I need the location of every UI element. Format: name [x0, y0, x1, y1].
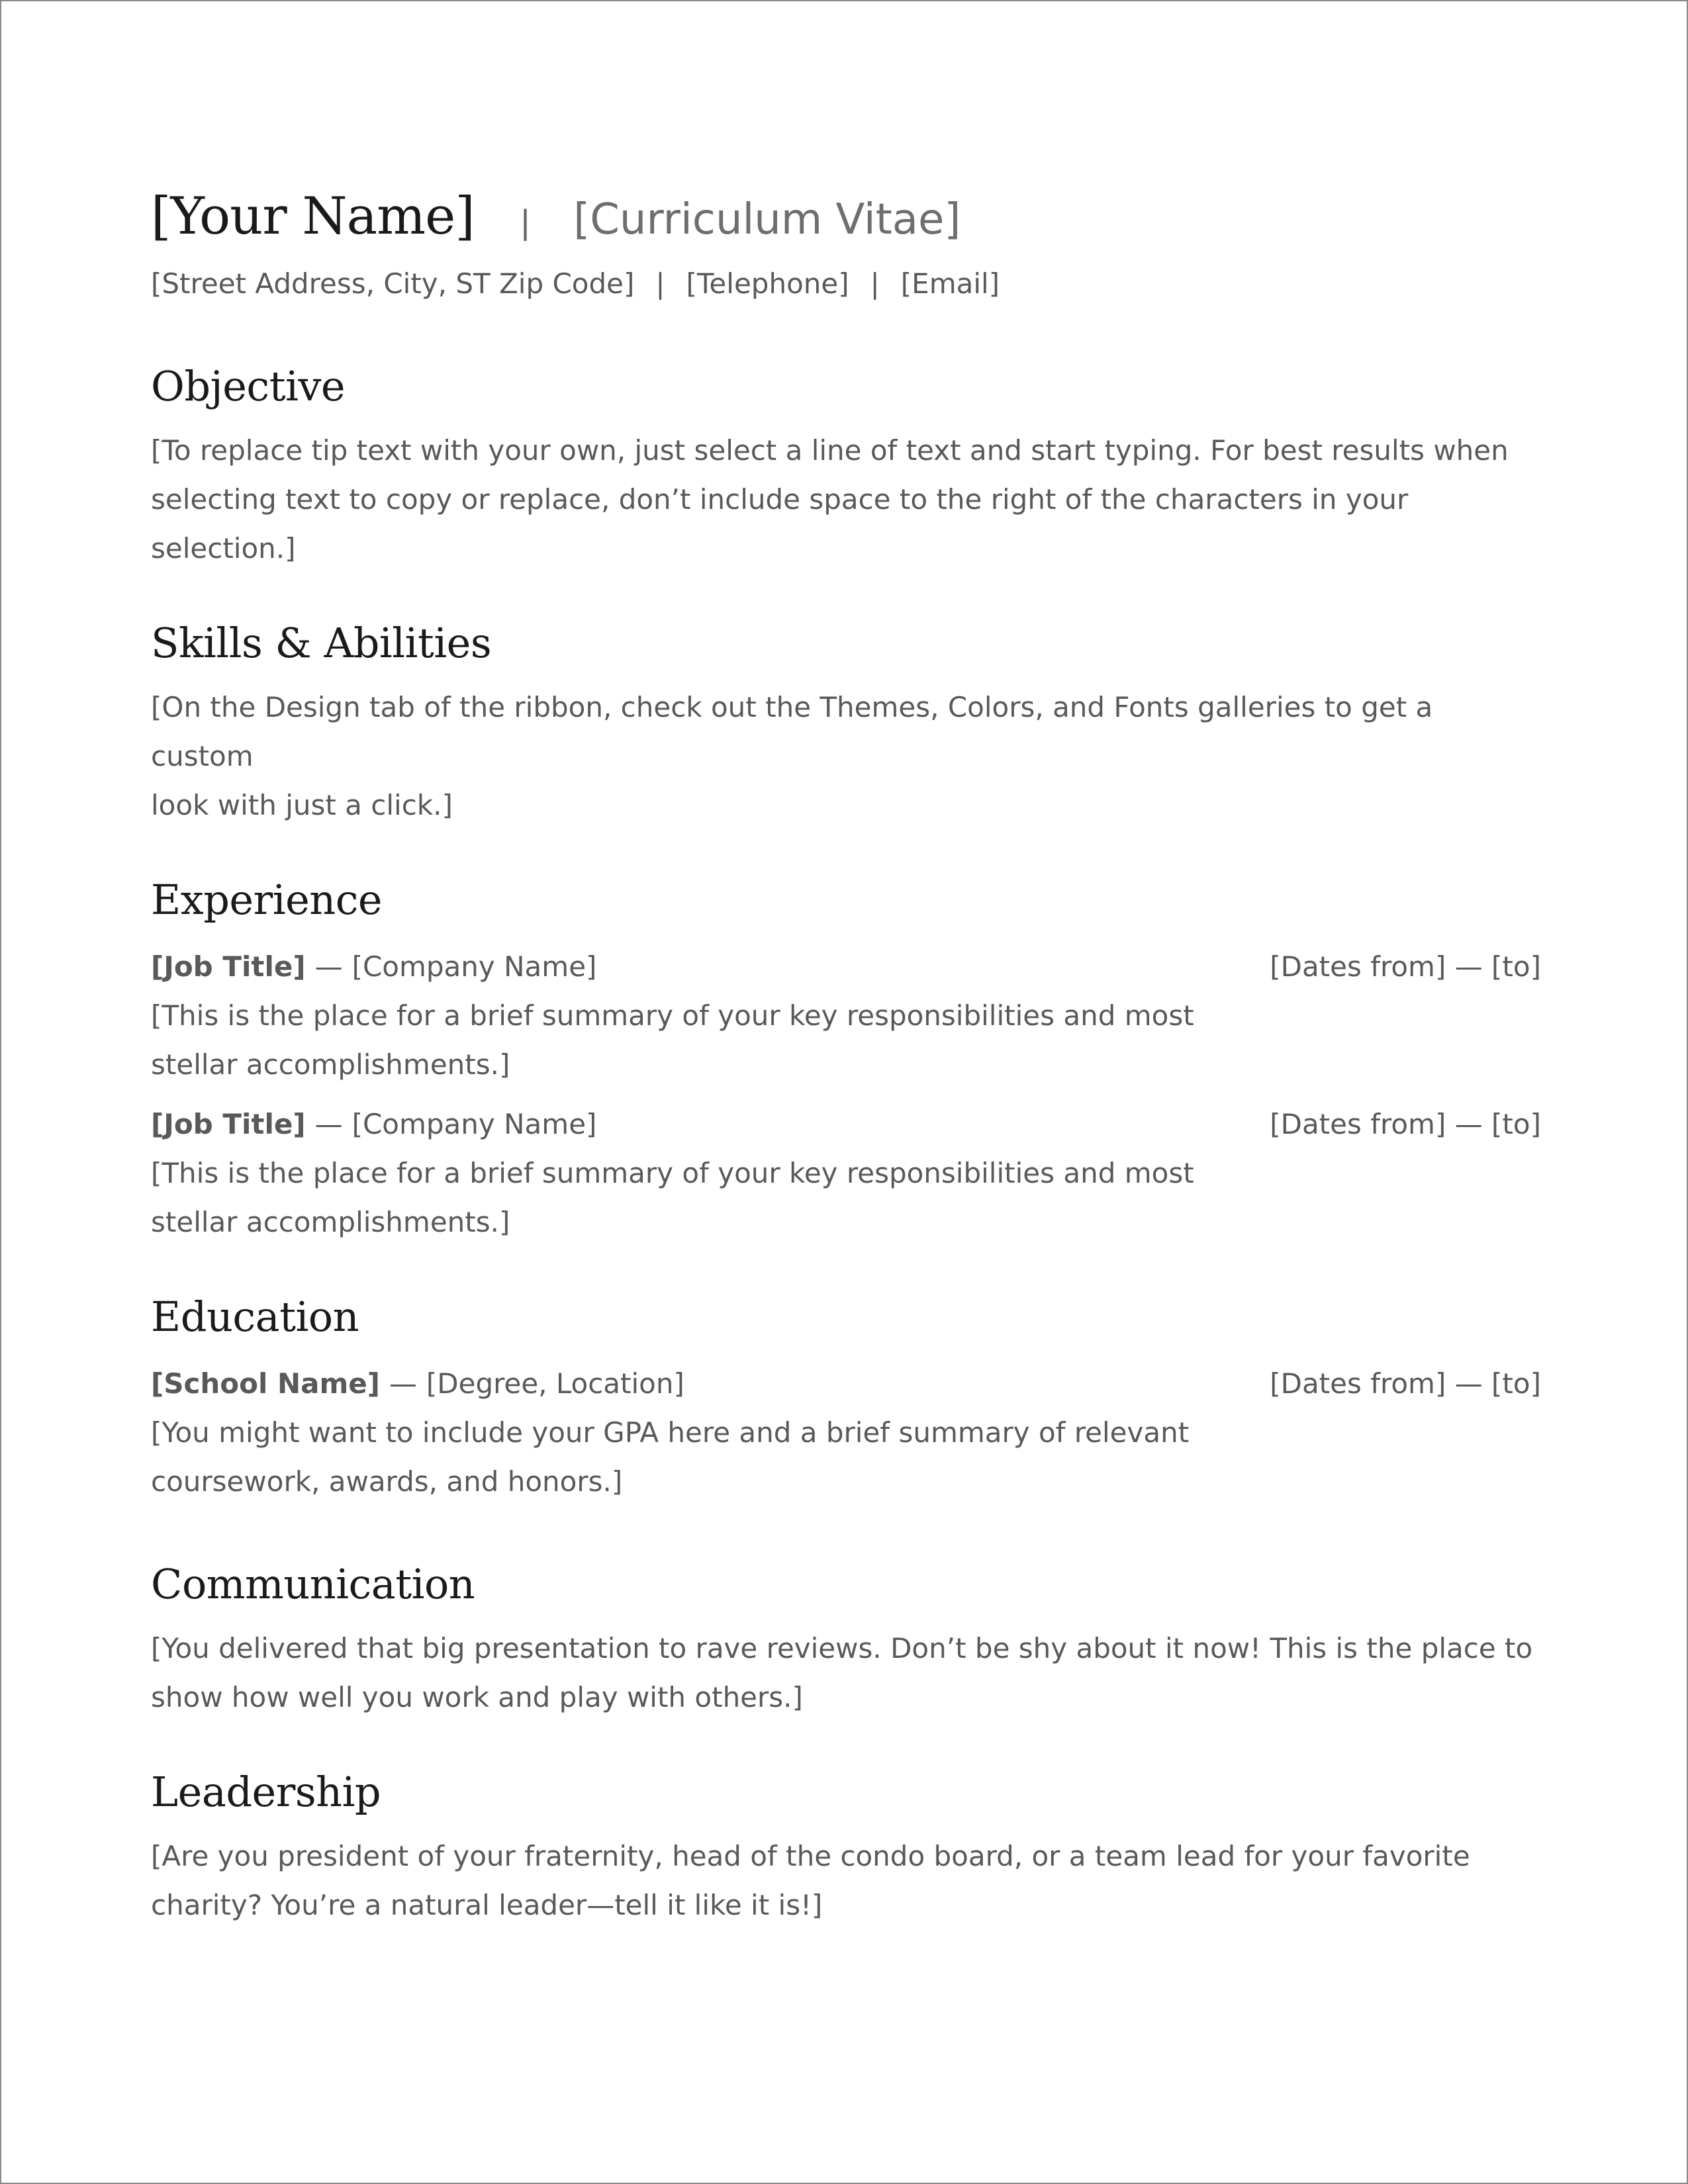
section-skills [151, 617, 1541, 830]
entry-dash: — [314, 1108, 343, 1140]
your-name[interactable]: [Your Name] [151, 187, 475, 246]
company-name[interactable]: [Company Name] [352, 950, 597, 983]
leadership-text-line[interactable]: charity? You’re a natural leader—tell it like it is!] [151, 1889, 823, 1921]
entry-dates[interactable]: [Dates from] — [to] [1270, 1108, 1541, 1140]
section-heading-leadership: Leadership [151, 1768, 381, 1816]
skills-text-line[interactable]: look with just a click.] [151, 789, 453, 821]
section-heading-education: Education [151, 1293, 359, 1341]
header-separator: | [520, 203, 530, 242]
contact-separator: | [655, 267, 665, 300]
company-name[interactable]: [Company Name] [352, 1108, 597, 1140]
objective-text-line[interactable]: selecting text to copy or replace, don’t include space to the right of the characters in your [151, 483, 1409, 516]
street-address[interactable]: [Street Address, City, ST Zip Code] [151, 267, 635, 300]
section-education [151, 1291, 1541, 1506]
experience-entry [151, 1100, 1541, 1247]
email[interactable]: [Email] [900, 267, 1000, 300]
job-title[interactable]: [Job Title] [151, 1108, 306, 1140]
skills-text-line[interactable]: [On the Design tab of the ribbon, check out the Themes, Colors, and Fonts galleries to get a custom [151, 691, 1433, 772]
section-experience [151, 874, 1541, 1247]
section-communication [151, 1558, 1541, 1722]
entry-dash: — [314, 950, 343, 983]
document-title[interactable]: [Curriculum Vitae] [573, 195, 961, 244]
communication-text-line[interactable]: [You delivered that big presentation to rave reviews. Don’t be shy about it now! This is the place to [151, 1632, 1533, 1664]
school-name[interactable]: [School Name] [151, 1367, 380, 1400]
education-entry [151, 1359, 1541, 1506]
contact-info [151, 267, 1541, 307]
entry-description-line[interactable]: coursework, awards, and honors.] [151, 1465, 623, 1498]
entry-header-row [151, 1359, 1541, 1408]
section-heading-experience: Experience [151, 876, 383, 924]
section-leadership [151, 1766, 1541, 1930]
resume-header [151, 187, 1541, 259]
entry-header-row [151, 942, 1541, 991]
entry-dates[interactable]: [Dates from] — [to] [1270, 1367, 1541, 1400]
job-title[interactable]: [Job Title] [151, 950, 306, 983]
section-heading-communication: Communication [151, 1560, 475, 1608]
resume-content [151, 187, 1541, 1930]
entry-description-line[interactable]: [This is the place for a brief summary of your key responsibilities and most [151, 999, 1194, 1032]
leadership-text-line[interactable]: [Are you president of your fraternity, head of the condo board, or a team lead for your favorite [151, 1840, 1470, 1872]
entry-description-line[interactable]: stellar accomplishments.] [151, 1048, 510, 1081]
experience-entry [151, 942, 1541, 1089]
section-objective [151, 360, 1541, 573]
entry-dates[interactable]: [Dates from] — [to] [1270, 950, 1541, 983]
objective-text-line[interactable]: [To replace tip text with your own, just select a line of text and start typing. For best results when [151, 434, 1509, 467]
communication-text-line[interactable]: show how well you work and play with others.] [151, 1681, 803, 1713]
entry-description-line[interactable]: [You might want to include your GPA here and a brief summary of relevant [151, 1416, 1190, 1449]
telephone[interactable]: [Telephone] [686, 267, 849, 300]
entry-description-line[interactable]: stellar accomplishments.] [151, 1206, 510, 1238]
section-heading-objective: Objective [151, 362, 346, 410]
entry-dash: — [389, 1367, 417, 1400]
objective-text-line[interactable]: selection.] [151, 532, 296, 565]
section-heading-skills: Skills & Abilities [151, 619, 492, 667]
entry-header-row [151, 1100, 1541, 1149]
degree-location[interactable]: [Degree, Location] [426, 1367, 684, 1400]
contact-separator: | [870, 267, 880, 300]
entry-description-line[interactable]: [This is the place for a brief summary of your key responsibilities and most [151, 1157, 1194, 1189]
